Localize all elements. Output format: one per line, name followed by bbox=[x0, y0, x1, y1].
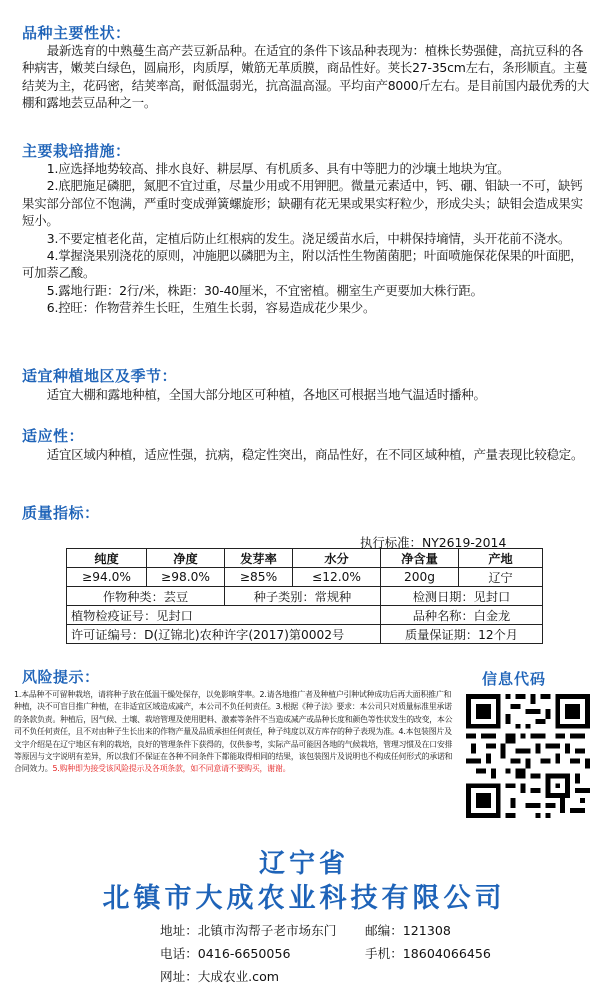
company-name: 北镇市大成农业科技有限公司 bbox=[102, 883, 506, 914]
region-title: 适宜种植地区及季节： bbox=[22, 367, 178, 385]
value-cleanliness: ≥98.0% bbox=[147, 568, 225, 587]
value-purity: ≥94.0% bbox=[67, 568, 147, 587]
traits-title: 品种主要性状： bbox=[22, 24, 131, 42]
risk-warning: 5.购种即为接受该风险提示及各项条款，如不同意请不要购买，谢谢。 bbox=[52, 764, 291, 774]
company-phone: 电话：0416-6650056 bbox=[160, 946, 291, 961]
cultivation-item: 6.控旺：作物营养生长旺，生殖生长弱，容易造成花少果少。 bbox=[46, 300, 376, 316]
qr-title: 信息代码 bbox=[482, 670, 547, 688]
adaptability-paragraph: 适宜区域内种植，适应性强，抗病，稳定性突出，商品性好，在不同区域种植，产量表现比较稳定。 bbox=[46, 447, 584, 462]
header-purity: 纯度 bbox=[67, 549, 147, 568]
header-net-weight: 净含量 bbox=[381, 549, 459, 568]
region-paragraph: 适宜大棚和露地种植，全国大部分地区可种植，各地区可根据当地气温适时播种。 bbox=[46, 387, 486, 402]
cultivation-title: 主要栽培措施： bbox=[22, 142, 131, 160]
quality-info-row bbox=[67, 606, 543, 625]
traits-text bbox=[22, 42, 592, 112]
cultivation-item: 1.应选择地势较高、排水良好、耕层厚、有机质多、具有中等肥力的沙壤土地块为宜。 bbox=[46, 161, 510, 176]
risk-text: 1.本品种不可留种栽培，请将种子放在低温干燥处保存，以免影响芽率。2.请各地推广者及种植户引种试种成功后再大面积推广和种植，决不可盲目推广种植，在非适宜区域造成减产，本公司不负任何责任。3.根据《种子法》要求：本公司只对质量标准里承诺的条款负责。种植后，因气候、土壤、栽培管理及使用肥料、激素等条件不当造成减产或品种长度和颜色等性状发生的改变，本公司不负任何责任，且不对由种子生长出来的作物产量及品质承担任何责任，种子纯度以双方库存的种子表现为准。4.本包装图片及文字介绍是在辽宁地区有利的栽培，良好的管理条件下获得的，仅供参考，实际产品可能因各地的气候栽培，管理习惯及在口安排等原因与文字说明有差异，所以我们不保证在各种不同条件下都能取得相同的结果，该包装图片及说明也不构成任何形式的承诺和合同效力。 bbox=[14, 690, 453, 774]
quarantine-number: 植物检疫证号：见封口 bbox=[67, 606, 381, 625]
risk-paragraph bbox=[14, 689, 454, 776]
quality-header-row bbox=[67, 549, 543, 568]
traits-paragraph: 最新选育的中熟蔓生高产芸豆新品种。在适宜的条件下该品种表现为：植株长势强健，高抗豆科的各种病害，嫩荚白绿色，圆扁形，肉质厚，嫩筋无革质膜，商品性好。荚长27-35cm左右，条形顺直。主蔓结荚为主，花码密，结荚率高，耐低温弱光，抗高温高湿。平均亩产8000斤左右。是目前国内最优秀的大棚和露地芸豆品种之一。 bbox=[22, 43, 590, 111]
test-date: 检测日期：见封口 bbox=[381, 587, 543, 606]
value-moisture: ≤12.0% bbox=[293, 568, 381, 587]
company-mobile: 手机：18604066456 bbox=[365, 946, 491, 961]
header-germination: 发芽率 bbox=[225, 549, 293, 568]
quality-table bbox=[66, 548, 543, 644]
region-text bbox=[22, 386, 592, 403]
cultivation-item: 2.底肥施足磷肥，氮肥不宜过重，尽量少用或不用钾肥。微量元素适中，钙、硼、钼缺一不可，缺钙果实部分部位不饱满，严重时变成弹簧螺旋形；缺硼有花无果或果实籽粒少，形成尖头；缺钼会造成果实短小。 bbox=[22, 178, 583, 229]
execution-standard: 执行标准：NY2619-2014 bbox=[360, 535, 507, 550]
quality-info-row bbox=[67, 625, 543, 644]
cultivation-item: 3.不要定植老化苗，定植后防止红根病的发生。浇足缓苗水后，中耕保持墒情，头开花前不浇水。 bbox=[46, 230, 571, 246]
header-origin: 产地 bbox=[459, 549, 543, 568]
value-germination: ≥85% bbox=[225, 568, 293, 587]
cultivation-item: 4.掌握浇果别浇花的原则，冲施肥以磷肥为主，附以活性生物菌菌肥；叶面喷施保花保果的叶面肥，可加萘乙酸。 bbox=[22, 248, 583, 281]
adaptability-title: 适应性： bbox=[22, 427, 85, 445]
license-number: 许可证编号：D(辽锦北)农种许字(2017)第0002号 bbox=[67, 625, 381, 644]
quality-title: 质量指标： bbox=[22, 504, 100, 522]
crop-type: 作物种类：芸豆 bbox=[67, 587, 225, 606]
variety-name: 品种名称：白金龙 bbox=[381, 606, 543, 625]
header-cleanliness: 净度 bbox=[147, 549, 225, 568]
cultivation-list bbox=[22, 160, 592, 317]
risk-title: 风险提示： bbox=[22, 668, 100, 686]
company-postcode: 邮编：121308 bbox=[365, 923, 451, 938]
cultivation-item: 5.露地行距：2行/米，株距：30-40厘米，不宜密植。棚室生产更要加大株行距。 bbox=[46, 282, 483, 298]
quality-info-row bbox=[67, 587, 543, 606]
seed-category: 种子类别：常规种 bbox=[225, 587, 381, 606]
header-moisture: 水分 bbox=[293, 549, 381, 568]
warranty-period: 质量保证期：12个月 bbox=[381, 625, 543, 644]
qr-code-icon[interactable] bbox=[466, 694, 590, 818]
company-address: 地址：北镇市沟帮子老市场东门 bbox=[160, 923, 337, 938]
company-website: 网址：大成农业.com bbox=[160, 969, 280, 984]
adaptability-text bbox=[22, 446, 592, 463]
value-origin: 辽宁 bbox=[459, 568, 543, 587]
risk-text-block bbox=[14, 689, 454, 839]
quality-value-row bbox=[67, 568, 543, 587]
value-net-weight: 200g bbox=[381, 568, 459, 587]
company-province: 辽宁省 bbox=[258, 849, 349, 879]
